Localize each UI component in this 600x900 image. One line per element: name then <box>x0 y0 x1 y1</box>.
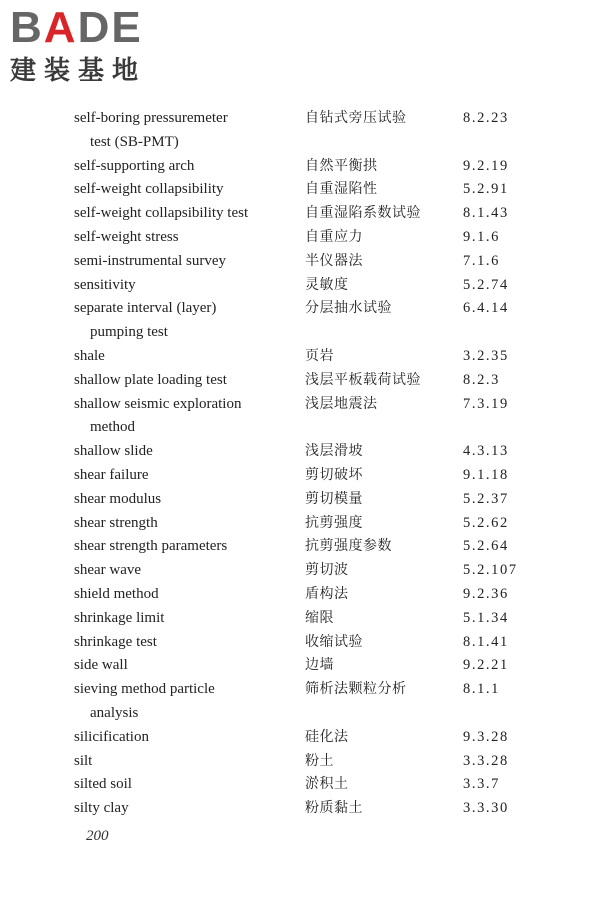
chinese-term: 筛析法颗粒分析 <box>305 681 407 698</box>
english-term: shale <box>74 347 105 364</box>
chinese-term: 自钻式旁压试验 <box>305 110 407 126</box>
glossary-entry <box>74 202 574 226</box>
glossary-entry <box>74 155 574 179</box>
english-term: self-supporting arch <box>74 157 195 174</box>
glossary-entry <box>74 512 574 536</box>
english-term: self-weight stress <box>74 228 179 245</box>
english-term: silted soil <box>74 776 132 793</box>
chinese-term: 自然平衡拱 <box>305 157 378 174</box>
section-reference: 4.3.13 <box>463 443 509 460</box>
glossary-entry <box>74 297 574 345</box>
glossary-entry <box>74 488 574 512</box>
section-reference: 9.3.28 <box>463 728 509 745</box>
glossary-entry <box>74 369 574 393</box>
english-term: self-weight collapsibility <box>74 181 224 198</box>
glossary-entry <box>74 178 574 202</box>
section-reference: 8.1.41 <box>463 633 509 650</box>
chinese-term: 灵敏度 <box>305 276 349 293</box>
glossary-entry <box>74 797 574 821</box>
glossary-entry <box>74 464 574 488</box>
chinese-term: 自重湿陷性 <box>305 181 378 198</box>
chinese-term: 浅层地震法 <box>305 395 378 412</box>
chinese-term: 粉质黏土 <box>305 800 363 817</box>
english-term: shallow slide <box>74 443 153 460</box>
chinese-term: 浅层平板载荷试验 <box>305 371 421 388</box>
glossary-entry <box>74 274 574 298</box>
chinese-term: 自重应力 <box>305 228 363 245</box>
section-reference: 5.2.37 <box>463 490 509 507</box>
english-term: shear strength parameters <box>74 538 228 555</box>
logo-wordmark: BADE <box>10 3 143 52</box>
section-reference: 7.1.6 <box>463 252 500 269</box>
section-reference: 7.3.19 <box>463 395 509 412</box>
section-reference: 5.2.74 <box>463 276 509 293</box>
english-term: shear failure <box>74 466 149 483</box>
section-reference: 5.2.107 <box>463 562 518 579</box>
section-reference: 8.2.3 <box>463 371 500 388</box>
glossary-list <box>74 107 574 821</box>
glossary-entry <box>74 250 574 274</box>
glossary-entry <box>74 607 574 631</box>
english-term-continued: pumping test <box>90 324 168 341</box>
section-reference: 8.2.23 <box>463 110 509 126</box>
glossary-entry <box>74 226 574 250</box>
glossary-entry <box>74 559 574 583</box>
chinese-term: 淤积土 <box>305 776 349 793</box>
chinese-term: 半仪器法 <box>305 252 363 269</box>
section-reference: 6.4.14 <box>463 300 509 317</box>
chinese-term: 剪切模量 <box>305 490 363 507</box>
chinese-term: 收缩试验 <box>305 633 363 650</box>
chinese-term: 分层抽水试验 <box>305 300 392 317</box>
chinese-term: 剪切波 <box>305 562 349 579</box>
english-term: side wall <box>74 657 128 674</box>
logo-subtitle: 建装基地 <box>10 56 147 86</box>
english-term-continued: analysis <box>90 704 139 721</box>
english-term: silicification <box>74 728 149 745</box>
glossary-entry <box>74 393 574 441</box>
glossary-entry <box>74 773 574 797</box>
section-reference: 5.2.91 <box>463 181 509 198</box>
section-reference: 9.1.18 <box>463 466 509 483</box>
english-term: sieving method particle analysis <box>74 678 289 726</box>
logo-accent-letter: A <box>43 3 78 52</box>
page-number: 200 <box>86 828 109 844</box>
glossary-entry <box>74 345 574 369</box>
glossary-entry <box>74 726 574 750</box>
english-term: self-boring pressuremeter test (SB-PMT) <box>74 107 289 155</box>
chinese-term: 剪切破坏 <box>305 466 363 483</box>
english-term: sensitivity <box>74 276 136 293</box>
section-reference: 8.1.1 <box>463 681 500 698</box>
glossary-entry <box>74 631 574 655</box>
section-reference: 5.2.62 <box>463 514 509 531</box>
english-term: shrinkage limit <box>74 609 165 626</box>
section-reference: 9.2.36 <box>463 585 509 602</box>
english-term: separate interval (layer) pumping test <box>74 297 289 345</box>
chinese-term: 盾构法 <box>305 585 349 602</box>
english-term: semi-instrumental survey <box>74 252 227 269</box>
glossary-entry <box>74 654 574 678</box>
english-term: self-weight collapsibility test <box>74 205 249 222</box>
section-reference: 9.2.21 <box>463 657 509 674</box>
chinese-term: 硅化法 <box>305 728 349 745</box>
chinese-term: 抗剪强度参数 <box>305 538 392 555</box>
section-reference: 8.1.43 <box>463 205 509 222</box>
publisher-logo <box>10 3 180 88</box>
section-reference: 5.2.64 <box>463 538 509 555</box>
english-term: shallow seismic exploration method <box>74 393 289 441</box>
glossary-entry <box>74 440 574 464</box>
section-reference: 5.1.34 <box>463 609 509 626</box>
chinese-term: 边墙 <box>305 657 334 674</box>
glossary-entry <box>74 750 574 774</box>
english-term: silty clay <box>74 800 129 817</box>
section-reference: 3.3.28 <box>463 752 509 769</box>
chinese-term: 粉土 <box>305 752 334 769</box>
chinese-term: 页岩 <box>305 347 334 364</box>
chinese-term: 浅层滑坡 <box>305 443 363 460</box>
english-term: shear strength <box>74 514 158 531</box>
section-reference: 3.3.30 <box>463 800 509 817</box>
chinese-term: 抗剪强度 <box>305 514 363 531</box>
glossary-entry <box>74 583 574 607</box>
english-term-continued: method <box>90 419 135 436</box>
section-reference: 3.3.7 <box>463 776 500 793</box>
english-term: shear wave <box>74 562 142 579</box>
glossary-entry <box>74 107 574 155</box>
section-reference: 9.2.19 <box>463 157 509 174</box>
english-term: silt <box>74 752 93 769</box>
glossary-entry <box>74 678 574 726</box>
glossary-entry <box>74 535 574 559</box>
english-term-continued: test (SB-PMT) <box>90 133 179 150</box>
chinese-term: 缩限 <box>305 609 334 626</box>
section-reference: 9.1.6 <box>463 228 500 245</box>
chinese-term: 自重湿陷系数试验 <box>305 205 421 222</box>
english-term: shrinkage test <box>74 633 157 650</box>
english-term: shear modulus <box>74 490 162 507</box>
english-term: shield method <box>74 585 159 602</box>
section-reference: 3.2.35 <box>463 347 509 364</box>
english-term: shallow plate loading test <box>74 371 227 388</box>
